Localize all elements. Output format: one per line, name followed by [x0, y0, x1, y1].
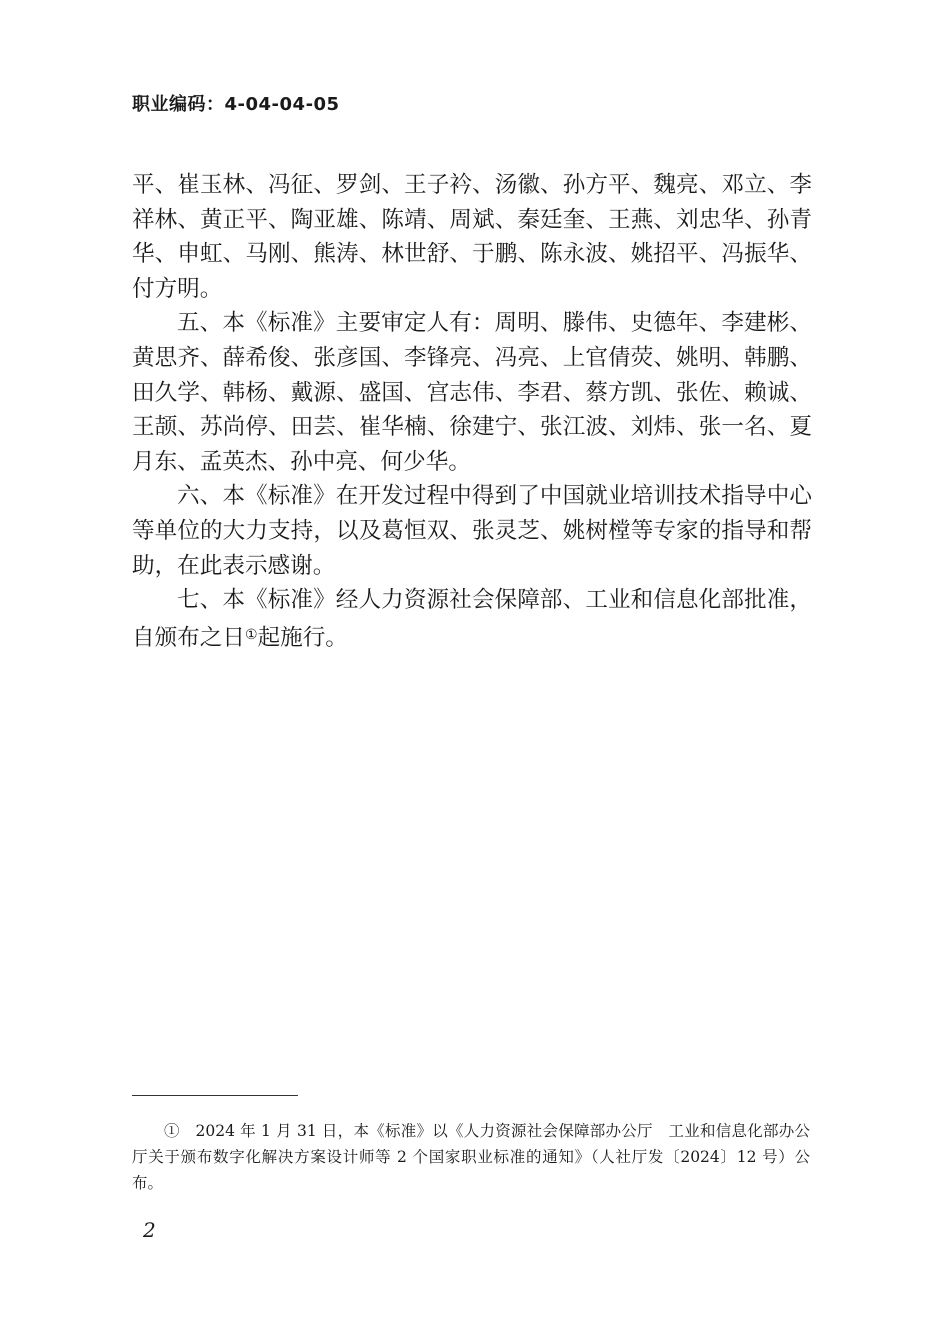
footnote-marker[interactable]: ① [244, 626, 258, 643]
paragraph-reviewers: 五、本《标准》主要审定人有：周明、滕伟、史德年、李建彬、黄思齐、薛希俊、张彦国、李锋亮、冯亮、上官倩荧、姚明、韩鹏、田久学、韩杨、戴源、盛国、宫志伟、李君、蔡方凯、张佐、赖诚、王颉、苏尚停、田芸、崔华楠、徐建宁、张江波、刘炜、张一名、夏月东、孟英杰、孙中亮、何少华。 [132, 310, 812, 475]
paragraph-acknowledgement: 六、本《标准》在开发过程中得到了中国就业培训技术指导中心等单位的大力支持，以及葛恒双、张灵芝、姚树樘等专家的指导和帮助，在此表示感谢。 [132, 483, 812, 579]
document-body [132, 168, 812, 655]
page-number: 2 [143, 1218, 156, 1242]
paragraph-continued-list: 平、崔玉林、冯征、罗剑、王子衿、汤徽、孙方平、魏亮、邓立、李祥林、黄正平、陶亚雄、陈靖、周斌、秦廷奎、王燕、刘忠华、孙青华、申虹、马刚、熊涛、林世舒、于鹏、陈永波、姚招平、冯振华、付方明。 [132, 172, 812, 302]
occupation-code-header: 职业编码：4-04-04-05 [132, 94, 340, 115]
effective-date-text: 七、本《标准》经人力资源社会保障部、工业和信息化部批准，自颁布之日 [132, 587, 812, 651]
footnote: ① 2024 年 1 月 31 日，本《标准》以《人力资源社会保障部办公厅 工业和信息化部办公厅关于颁布数字化解决方案设计师等 2 个国家职业标准的通知》（人社厅发〔2024〕12 号）公布。 [132, 1122, 810, 1192]
footnote-divider [132, 1095, 298, 1096]
effective-date-text-end: 起施行。 [257, 624, 348, 651]
paragraph-effective-date [132, 583, 812, 655]
